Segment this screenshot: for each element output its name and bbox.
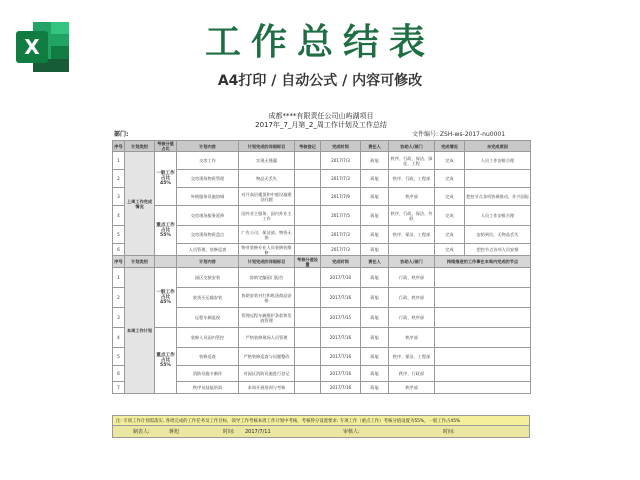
assist: 行政、秩序部 [389, 268, 435, 288]
time-value: 2017/7/11 [245, 429, 271, 435]
col-header: 责任人 [361, 256, 389, 268]
plan-detail: 严格装修现场人员管理 [239, 328, 295, 348]
col-header: 协助人/部门 [389, 141, 435, 152]
spreadsheet [112, 112, 530, 474]
finish-time: 2017/7/16 [321, 366, 361, 382]
col-header: 计划完成的详细标目 [239, 141, 295, 152]
plan-content: 园区交接安装 [177, 268, 239, 288]
status: 完成 [435, 206, 465, 226]
time-label: 时间: [223, 429, 235, 435]
plan-detail: 广告公司、保洁部、物资无损 [239, 226, 295, 244]
table-subheader-row [113, 256, 531, 268]
plan-content: 交房现场物资管理 [177, 170, 239, 188]
row-number: 6 [113, 244, 125, 256]
plan-detail: 实现无缝漏 [239, 152, 295, 170]
plan-detail: 物品无丢失 [239, 170, 295, 188]
col-header: 计划内容 [177, 141, 239, 152]
assist: 秩序部 [389, 188, 435, 206]
progress-node [435, 268, 531, 288]
maker-name: 蒋旭 [169, 429, 180, 435]
finish-time: 2017/7/3 [321, 226, 361, 244]
owner: 蒋旭 [361, 152, 389, 170]
assessment-cell [295, 268, 321, 288]
plan-content: 交房现场物资盘点 [177, 226, 239, 244]
plan-detail: 国外业主服务、国内外业主工作 [239, 206, 295, 226]
summary-table [112, 140, 531, 394]
assessment-cell [295, 308, 321, 328]
status: 完成 [435, 152, 465, 170]
row-number: 5 [113, 348, 125, 366]
plan-content: 交房工作 [177, 152, 239, 170]
finish-time: 2017/7/16 [321, 328, 361, 348]
finish-time: 2017/7/3 [321, 152, 361, 170]
owner: 蒋旭 [361, 268, 389, 288]
reason: 把控节点各项人员安排 [465, 244, 531, 256]
row-number: 3 [113, 188, 125, 206]
assessment-cell [295, 288, 321, 308]
plan-content: 消防设施卡制作 [177, 366, 239, 382]
plan-detail: 对开高层楼顶和中庭设施建设问题 [239, 188, 295, 206]
plan-detail: 本周开展培训与考核 [239, 382, 295, 394]
assist: 秩序、行政、工程部 [389, 170, 435, 188]
row-number: 1 [113, 152, 125, 170]
plan-content: 远程车辆监视 [177, 308, 239, 328]
doc-number: 文件编号: ZSH-ws-2017-nu0001 [412, 131, 506, 138]
reason: 安防到位，无物品丢失 [465, 226, 531, 244]
plan-content: 人员管理，装修巡查 [177, 244, 239, 256]
assist: 秩序部 [389, 328, 435, 348]
progress-node [435, 382, 531, 394]
finish-time: 2017/7/15 [321, 308, 361, 328]
owner: 蒋旭 [361, 288, 389, 308]
plan-detail: 协助安装对打和收货商品安排 [239, 288, 295, 308]
plan-content: 秩序员技能培训 [177, 382, 239, 394]
table-row[interactable] [113, 328, 531, 348]
status: 完成 [435, 244, 465, 256]
plan-content: 装修巡查 [177, 348, 239, 366]
col-header: 责任人 [361, 141, 389, 152]
col-header: 计划内容 [177, 256, 239, 268]
col-header: 计划完成的详细标目 [239, 256, 295, 268]
assessment-cell [295, 206, 321, 226]
plan-content: 外购服务设施协调 [177, 188, 239, 206]
col-header: 计划类别 [125, 141, 155, 152]
finish-time: 2017/7/16 [321, 348, 361, 366]
plan-detail: 协助定编园门报告 [239, 268, 295, 288]
plan-title: 2017年_7_月第_2_周工作计划及工作总结 [255, 121, 387, 129]
dept-label: 部门: [114, 131, 129, 138]
assessment-cell [295, 188, 321, 206]
weight-key: 重点工作占比 55% [155, 206, 177, 256]
assessment-cell [295, 226, 321, 244]
row-number: 6 [113, 366, 125, 382]
assessment-cell [295, 244, 321, 256]
dept-row [112, 130, 530, 140]
finish-time: 2017/7/10 [321, 268, 361, 288]
assessment-cell [295, 382, 321, 394]
weight-key: 重点工作占比 55% [155, 328, 177, 394]
col-header: 考核分值占比 [155, 141, 177, 152]
status: 完成 [435, 226, 465, 244]
excel-icon [15, 20, 71, 74]
assist [389, 244, 435, 256]
col-header: 计划类别 [125, 256, 155, 268]
owner: 蒋旭 [361, 170, 389, 188]
assist: 秩序、保洁、工程部 [389, 348, 435, 366]
owner: 蒋旭 [361, 244, 389, 256]
banner [0, 0, 640, 102]
col-header: 完成时间 [321, 256, 361, 268]
owner: 蒋旭 [361, 308, 389, 328]
owner: 蒋旭 [361, 226, 389, 244]
col-header: 序号 [113, 256, 125, 268]
weight-general: 一般工作占比 45% [155, 152, 177, 206]
table-row[interactable] [113, 152, 531, 170]
owner: 蒋旭 [361, 348, 389, 366]
progress-node [435, 366, 531, 382]
progress-node [435, 308, 531, 328]
col-header: 持续推进的工作事在本周内完成的节点 [435, 256, 531, 268]
finish-time: 2017/7/9 [321, 188, 361, 206]
reason: 人员工作安排合理 [465, 206, 531, 226]
reason [465, 170, 531, 188]
reason: 人员工作安排合理 [465, 152, 531, 170]
col-header: 协助人/部门 [389, 256, 435, 268]
assist: 秩序、保洁、工程部 [389, 226, 435, 244]
row-number: 5 [113, 226, 125, 244]
plan-detail: 严格装修巡查与问题整改 [239, 348, 295, 366]
plan-detail: 管理远程车辆维护条款和发放管理 [239, 308, 295, 328]
col-header: 序号 [113, 141, 125, 152]
finish-time: 2017/7/3 [321, 170, 361, 188]
progress-node [435, 348, 531, 366]
assessment-cell [295, 348, 321, 366]
table-row[interactable] [113, 206, 531, 226]
status: 完成 [435, 188, 465, 206]
finish-time: 2017/7/16 [321, 382, 361, 394]
assist: 秩序、行政部 [389, 366, 435, 382]
assessment-cell [295, 366, 321, 382]
row-number: 4 [113, 206, 125, 226]
assist: 行政、秩序部 [389, 288, 435, 308]
row-number: 3 [113, 308, 125, 328]
assist: 秩序、行政、保洁、绿化、工程 [389, 152, 435, 170]
finish-time: 2017/7/16 [321, 288, 361, 308]
progress-node [435, 328, 531, 348]
assist: 秩序、行政、保洁、外联 [389, 206, 435, 226]
owner: 蒋旭 [361, 366, 389, 382]
section-category: 上周工作完成情况 [125, 152, 155, 256]
page-subtitle: A4打印 / 自动公式 / 内容可修改 [217, 73, 423, 89]
plan-detail: 对园区消防设施进行登记 [239, 366, 295, 382]
progress-node [435, 288, 531, 308]
assist: 秩序部 [389, 382, 435, 394]
org-title: 成都****有限责任公司山屿湖项目 [268, 112, 374, 120]
col-header: 考核分值设置 [295, 256, 321, 268]
review-time-label: 时间: [443, 429, 455, 435]
col-header: 未完成原因 [465, 141, 531, 152]
weight-general: 一般工作占比 45% [155, 268, 177, 328]
row-number: 2 [113, 170, 125, 188]
assessment-cell [295, 170, 321, 188]
row-number: 7 [113, 382, 125, 394]
footnote: 注: 专项工作计划需落实, 各周完成的工作任务及工作目标，领导工作考核本周工作计划中考核，考核得分设置要求: 专项工作（重点工作）考核分值设置为55%，一般工作占45% [112, 415, 530, 426]
maker-label: 制表人: [133, 429, 150, 435]
table-header-row [113, 141, 531, 152]
assist: 行政、秩序部 [389, 308, 435, 328]
excel-logo-letter: X [24, 35, 40, 59]
page-title: 工作总结表 [204, 22, 435, 63]
reviewer-label: 审核人: [343, 429, 360, 435]
owner: 蒋旭 [361, 382, 389, 394]
owner: 蒋旭 [361, 206, 389, 226]
reason: 把控节点各项协调推动，作兴国际 [465, 188, 531, 206]
finish-time: 2017/7/3 [321, 244, 361, 256]
finish-time: 2017/7/5 [321, 206, 361, 226]
signature-row [112, 426, 530, 438]
col-header: 完成时间 [321, 141, 361, 152]
row-number: 4 [113, 328, 125, 348]
owner: 蒋旭 [361, 328, 389, 348]
plan-content: 收货买运输安装 [177, 288, 239, 308]
plan-content: 装修人员园内管控 [177, 328, 239, 348]
plan-content: 交房现场服务延伸 [177, 206, 239, 226]
status: 完成 [435, 170, 465, 188]
section-category: 本周工作计划 [125, 268, 155, 394]
row-number: 1 [113, 268, 125, 288]
table-row[interactable] [113, 268, 531, 288]
col-header: 考核登记 [295, 141, 321, 152]
row-number: 2 [113, 288, 125, 308]
col-header: 完成情况 [435, 141, 465, 152]
plan-detail: 物业装修专业人员装修装维修 [239, 244, 295, 256]
assessment-cell [295, 152, 321, 170]
assessment-cell [295, 328, 321, 348]
owner: 蒋旭 [361, 188, 389, 206]
col-header [155, 256, 177, 268]
